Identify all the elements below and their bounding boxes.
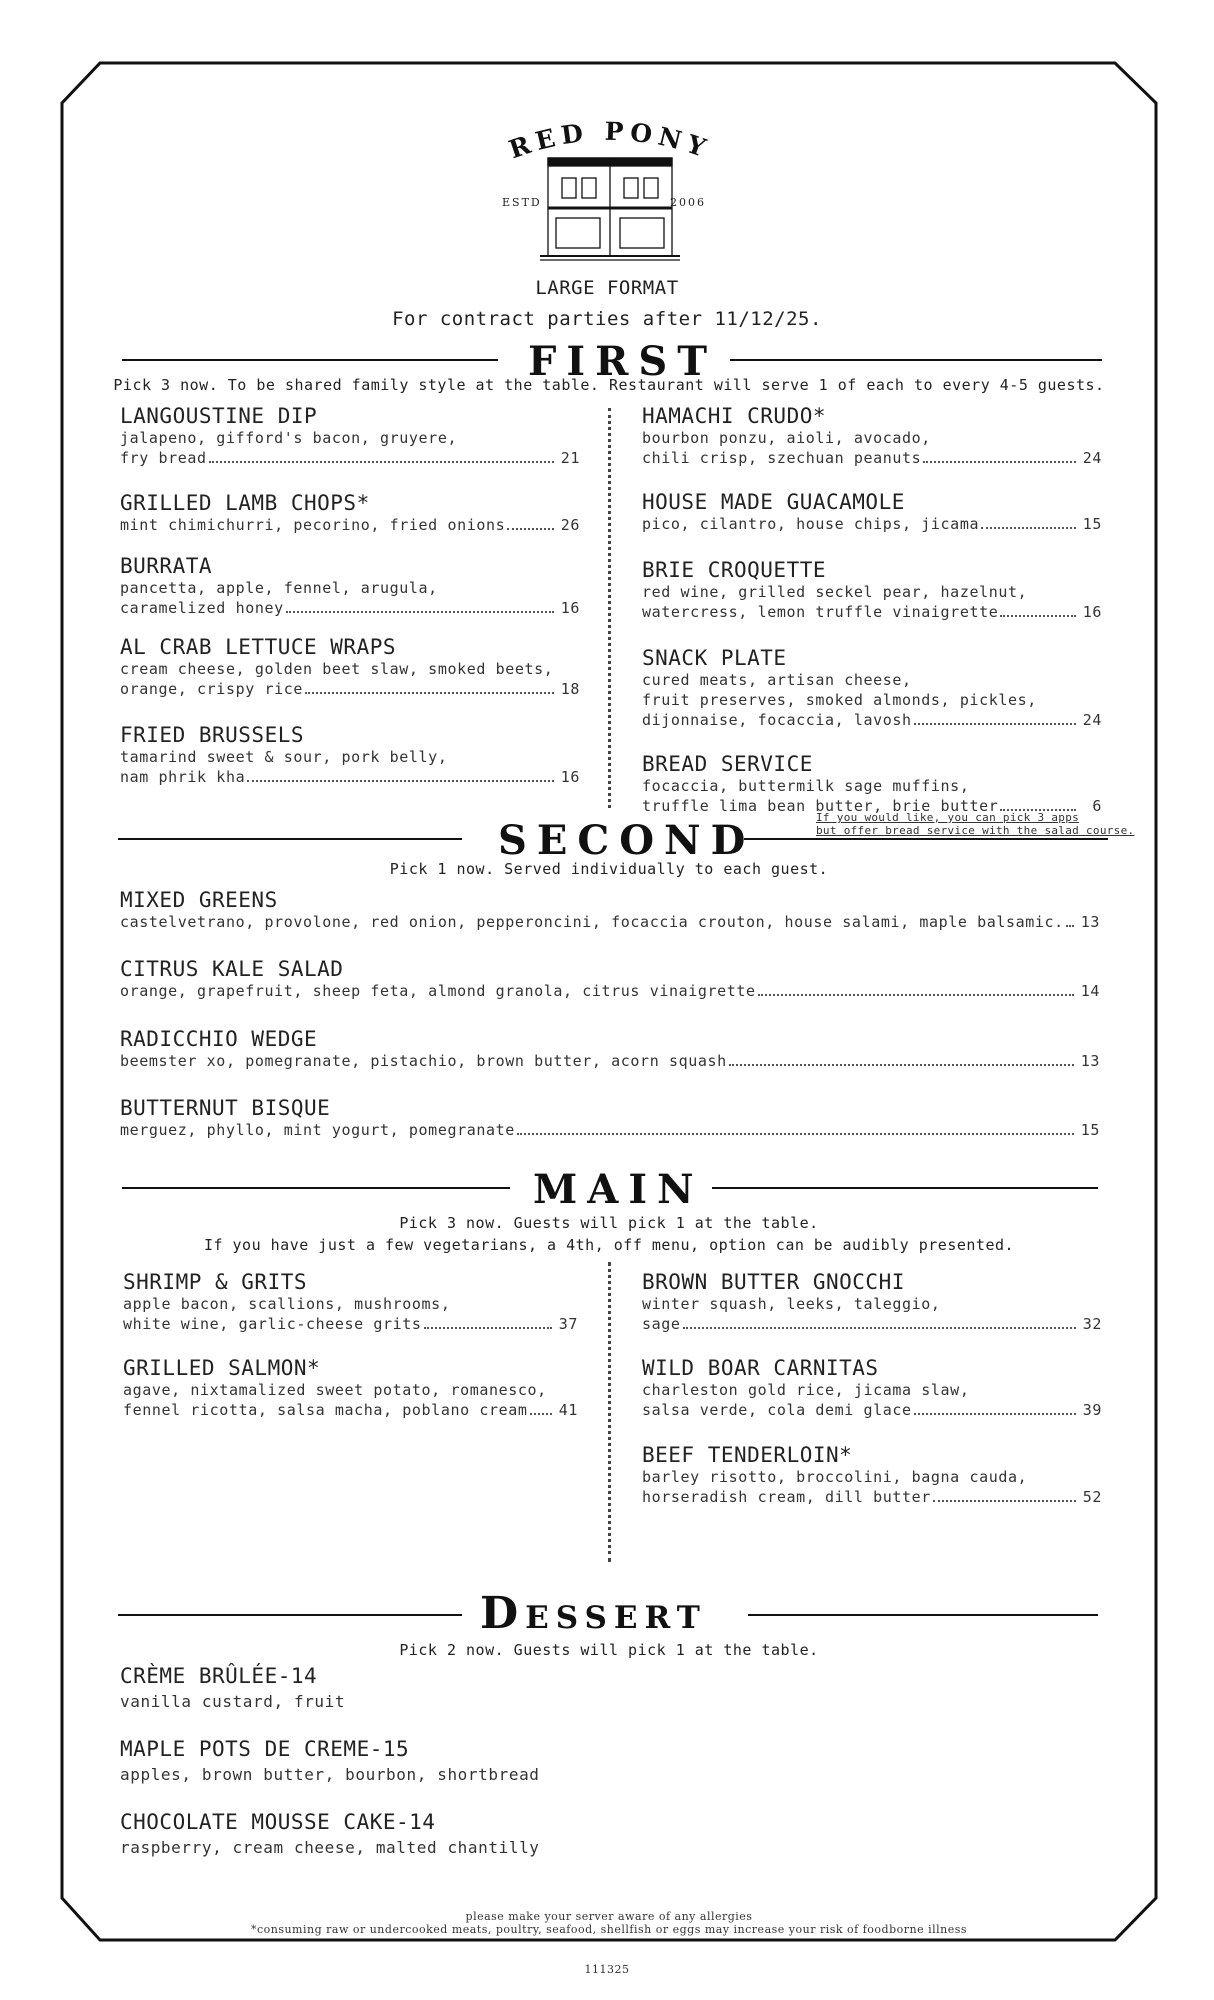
section-first-header [118, 338, 1098, 385]
dessert-note: Pick 2 now. Guests will pick 1 at the table. [399, 1641, 819, 1659]
second-note: Pick 1 now. Served individually to each guest. [389, 860, 829, 878]
section-second-header [118, 817, 1098, 864]
menu-item: BREAD SERVICE focaccia, buttermilk sage muffins, truffle lima bean butter, brie butter 6 [642, 752, 1102, 815]
menu-item: BURRATA pancetta, apple, fennel, arugula, caramelized honey 16 [120, 554, 580, 617]
first-note: Pick 3 now. To be shared family style at the table. Restaurant will serve 1 of each to every 4-5 guests. [113, 376, 1105, 394]
main-column-divider [608, 1262, 611, 1562]
allergy-notice: please make your server aware of any allergies [465, 1910, 753, 1923]
menu-item: BEEF TENDERLOIN* barley risotto, broccolini, bagna cauda, horseradish cream, dill butter 52 [642, 1443, 1102, 1506]
menu-item: GRILLED SALMON* agave, nixtamalized sweet potato, romanesco, fennel ricotta, salsa macha, poblano cream 41 [123, 1356, 578, 1419]
menu-item: SNACK PLATE cured meats, artisan cheese, fruit preserves, smoked almonds, pickles, dijonnaise, focaccia, lavosh 24 [642, 646, 1102, 729]
menu-item: GRILLED LAMB CHOPS* mint chimichurri, pecorino, fried onions 26 [120, 491, 580, 534]
menu-item: CITRUS KALE SALAD orange, grapefruit, sheep feta, almond granola, citrus vinaigrette 14 [120, 957, 1100, 1000]
menu-item: LANGOUSTINE DIP jalapeno, gifford's bacon, gruyere, fry bread 21 [120, 404, 580, 467]
menu-item: CRÈME BRÛLÉE-14 vanilla custard, fruit [120, 1664, 346, 1711]
main-note-1: Pick 3 now. Guests will pick 1 at the table. [399, 1214, 819, 1232]
menu-item: AL CRAB LETTUCE WRAPS cream cheese, golden beet slaw, smoked beets, orange, crispy rice 18 [120, 635, 580, 698]
menu-code: 111325 [584, 1963, 630, 1976]
restaurant-logo [490, 120, 730, 270]
logo-name: RED PONY [505, 120, 715, 165]
menu-item: BROWN BUTTER GNOCCHI winter squash, leeks, taleggio, sage 32 [642, 1270, 1102, 1333]
section-dessert-header [118, 1588, 1098, 1639]
first-column-divider [608, 408, 611, 808]
section-main-title: MAIN [533, 1166, 704, 1213]
menu-item: MIXED GREENS castelvetrano, provolone, red onion, pepperoncini, focaccia crouton, house salami, maple balsamic. 13 [120, 888, 1100, 931]
section-main-header [118, 1166, 1098, 1213]
menu-item: CHOCOLATE MOUSSE CAKE-14 raspberry, cream cheese, malted chantilly [120, 1810, 540, 1857]
menu-item: HAMACHI CRUDO* bourbon ponzu, aioli, avocado, chili crisp, szechuan peanuts 24 [642, 404, 1102, 467]
menu-item: BRIE CROQUETTE red wine, grilled seckel pear, hazelnut, watercress, lemon truffle vinaigrette 16 [642, 558, 1102, 621]
logo-year: 2006 [670, 196, 706, 209]
bread-service-note: If you would like, you can pick 3 apps but offer bread service with the salad course. [816, 811, 1135, 837]
section-dessert-title: Dessert [480, 1588, 707, 1639]
main-note-2: If you have just a few vegetarians, a 4th, off menu, option can be audibly presented. [203, 1236, 1015, 1254]
section-second-title: SECOND [498, 817, 756, 864]
menu-item: RADICCHIO WEDGE beemster xo, pomegranate, pistachio, brown butter, acorn squash 13 [120, 1027, 1100, 1070]
raw-food-warning: *consuming raw or undercooked meats, poultry, seafood, shellfish or eggs may increase your risk of foodborne illness [250, 1923, 968, 1936]
logo-est: ESTD [502, 196, 542, 209]
section-first-title: FIRST [528, 338, 718, 385]
format-subtitle: For contract parties after 11/12/25. [392, 308, 822, 330]
menu-item: MAPLE POTS DE CREME-15 apples, brown butter, bourbon, shortbread [120, 1737, 540, 1784]
menu-item: SHRIMP & GRITS apple bacon, scallions, mushrooms, white wine, garlic-cheese grits 37 [123, 1270, 578, 1333]
menu-item: WILD BOAR CARNITAS charleston gold rice, jicama slaw, salsa verde, cola demi glace 39 [642, 1356, 1102, 1419]
menu-item: FRIED BRUSSELS tamarind sweet & sour, pork belly, nam phrik kha 16 [120, 723, 580, 786]
menu-item: BUTTERNUT BISQUE merguez, phyllo, mint yogurt, pomegranate 15 [120, 1096, 1100, 1139]
menu-item: HOUSE MADE GUACAMOLE pico, cilantro, house chips, jicama 15 [642, 490, 1102, 533]
building-icon [540, 158, 680, 260]
format-title: LARGE FORMAT [535, 277, 679, 299]
